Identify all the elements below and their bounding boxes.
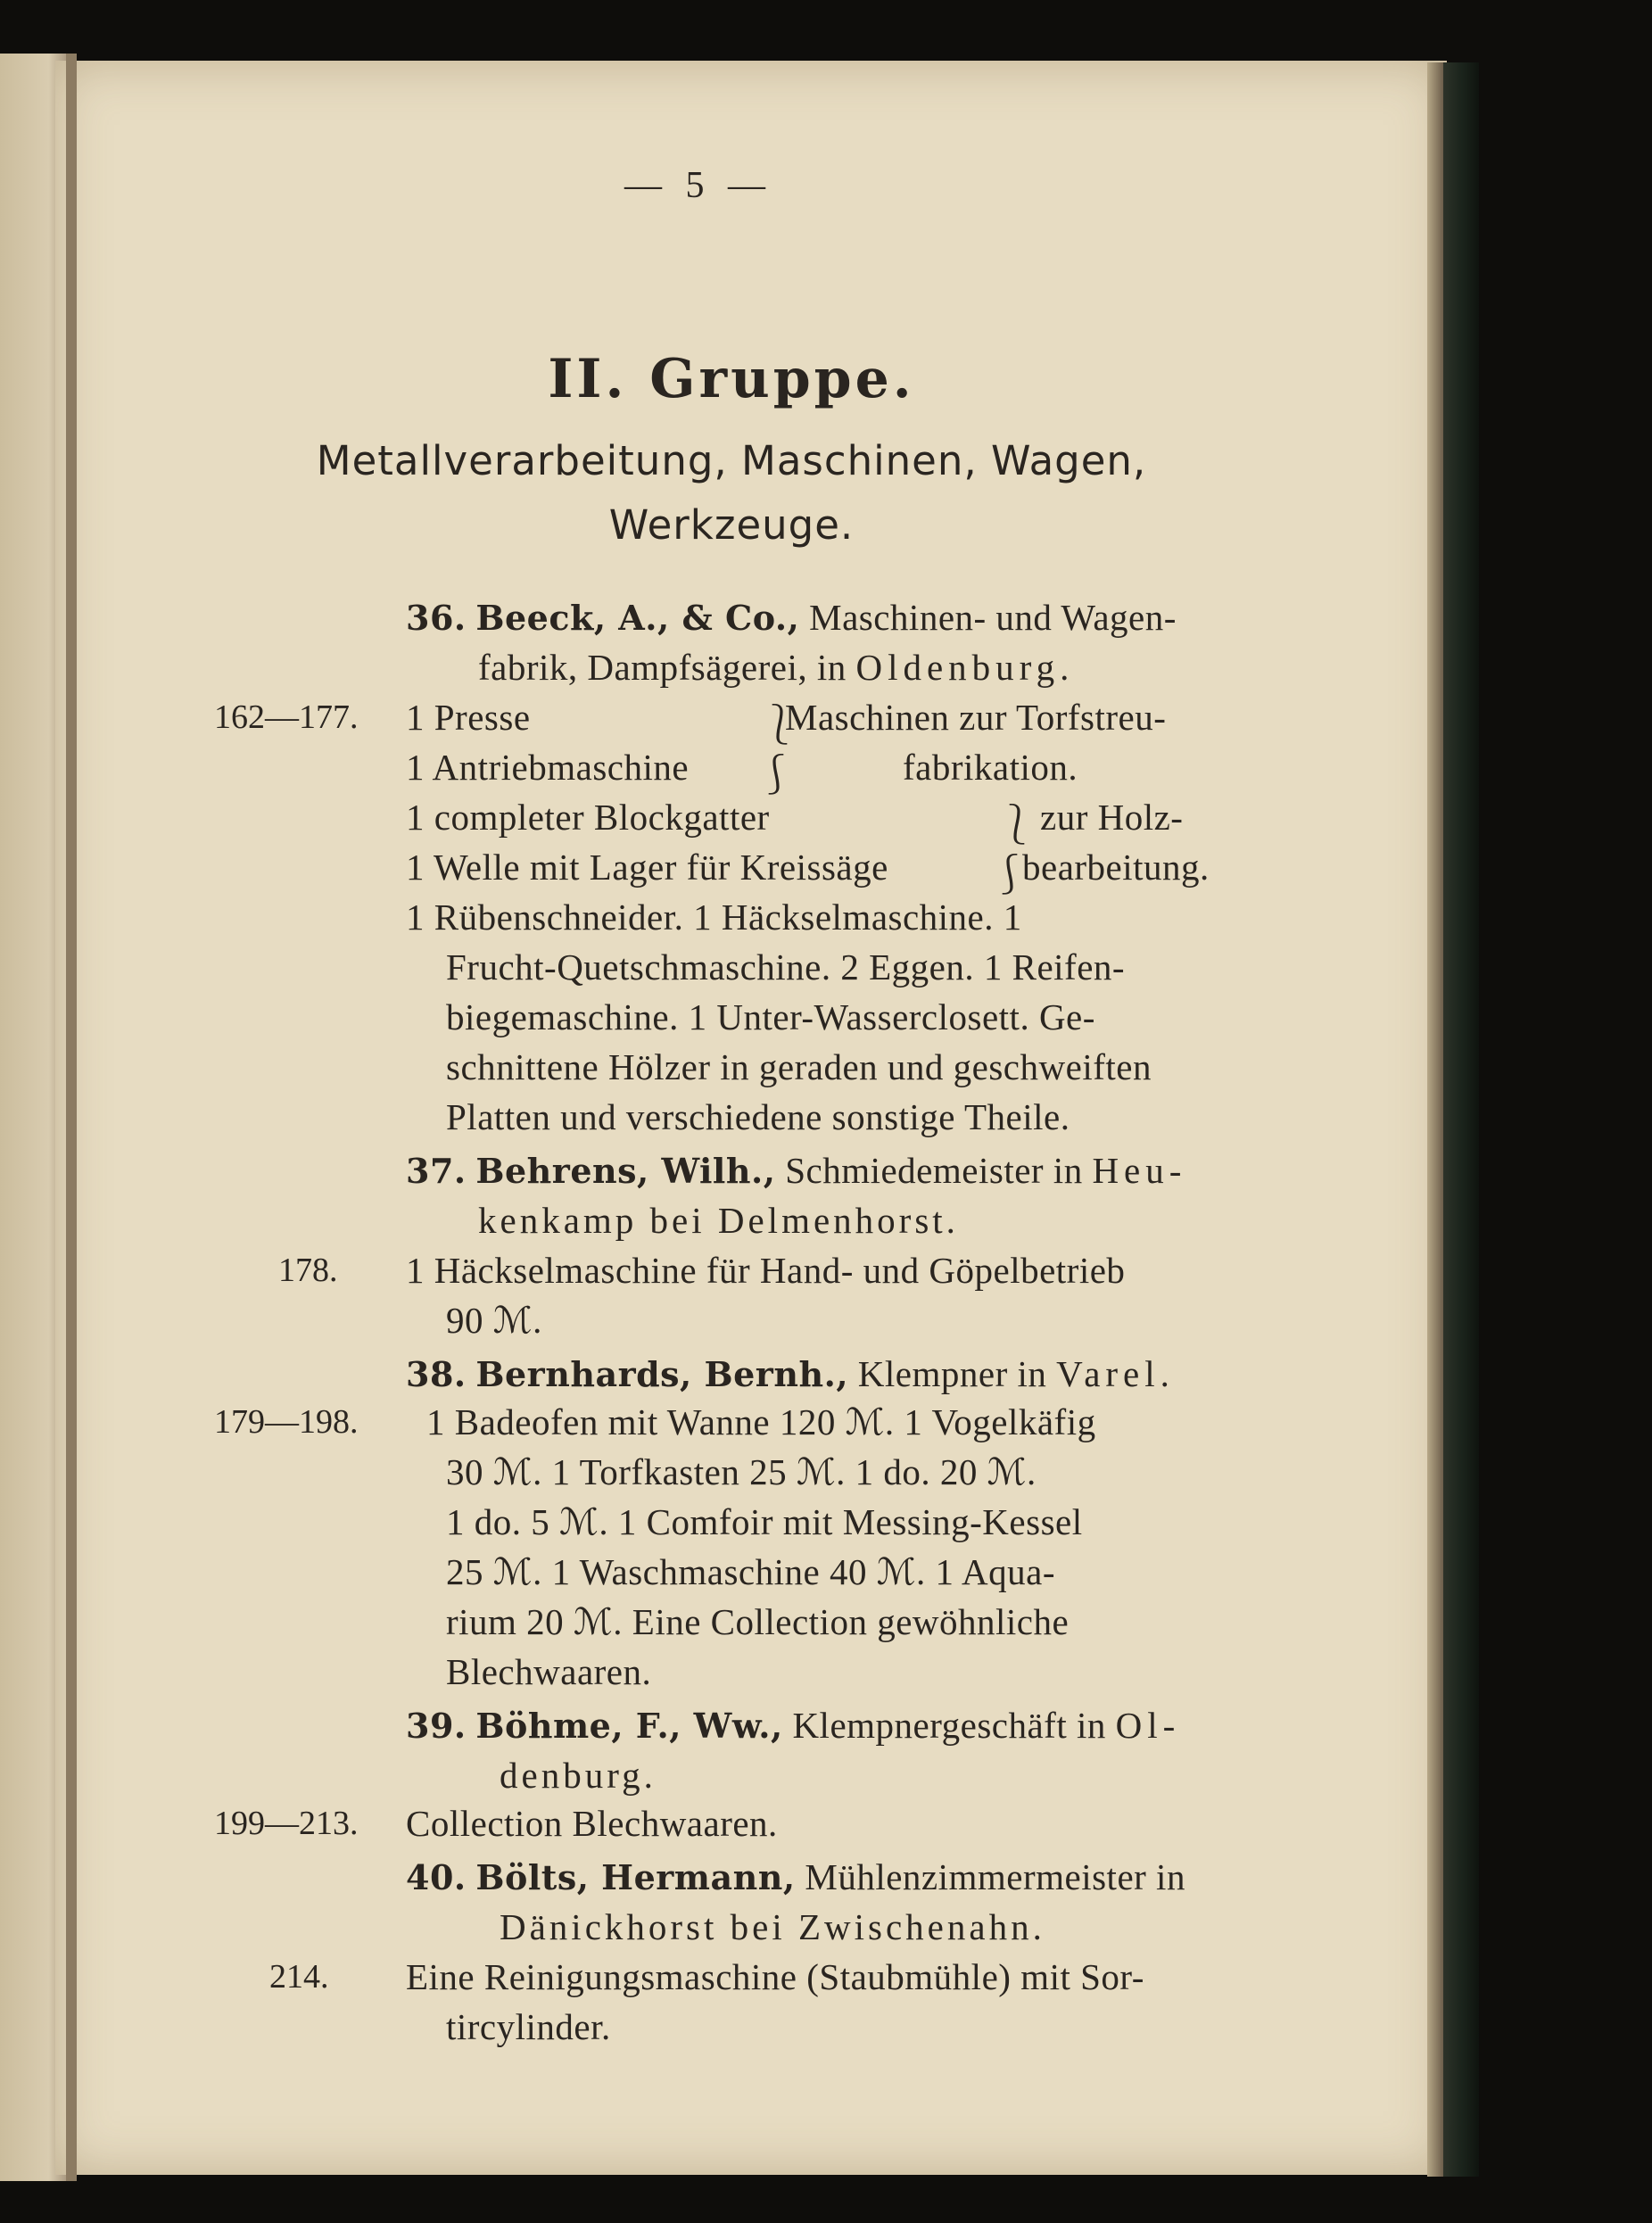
exhibitor-place: Dänickhorst bei Zwischenahn.	[500, 1906, 1045, 1947]
item-line: Eine Reinigungsmaschine (Staubmühle) mit Sor-	[406, 1956, 1144, 1997]
entry-36-header	[406, 596, 1177, 639]
catalogue-range: 199—213.	[214, 1805, 359, 1842]
exhibitor-place: Oldenburg.	[855, 647, 1075, 688]
exhibitor-name: Beeck, A., & Co.,	[475, 598, 800, 638]
entry-40-header	[406, 1855, 1185, 1898]
item-line: Maschinen zur Torfstreu-	[785, 697, 1167, 738]
item-line: 30 ℳ. 1 Torfkasten 25 ℳ. 1 do. 20 ℳ.	[446, 1451, 1037, 1492]
group-subtitle-line-2: Werkzeuge.	[608, 501, 855, 549]
exhibitor-description: Klempner in	[857, 1353, 1057, 1394]
brace-close: ⎰	[756, 753, 796, 797]
page-number: — 5 —	[624, 165, 772, 206]
entry-number: 37.	[406, 1151, 467, 1191]
exhibitor-description: Schmiedemeister in	[785, 1150, 1093, 1191]
brace-open: ⎱	[760, 703, 799, 747]
item-line: 25 ℳ. 1 Waschmaschine 40 ℳ. 1 Aqua-	[446, 1551, 1055, 1592]
exhibitor-name: Bölts, Hermann,	[475, 1857, 796, 1897]
exhibitor-description: Klempnergeschäft in	[792, 1705, 1116, 1746]
exhibitor-place: Heu-	[1092, 1150, 1187, 1191]
entry-36-header-cont	[478, 646, 1074, 689]
catalogue-range: 214.	[269, 1958, 329, 1996]
catalogue-range: 179—198.	[214, 1403, 359, 1441]
exhibitor-description: fabrik, Dampfsägerei, in	[478, 647, 856, 688]
exhibitor-description: Maschinen- und Wagen-	[809, 597, 1177, 638]
item-line: 1 Häckselmaschine für Hand- und Göpelbetrieb	[406, 1250, 1126, 1291]
exhibitor-place: denburg.	[500, 1755, 657, 1796]
item-line: 1 Presse	[406, 697, 531, 738]
exhibitor-place: Varel.	[1056, 1353, 1175, 1394]
item-line: Platten und verschiedene sonstige Theile.	[446, 1096, 1070, 1137]
entry-number: 38.	[406, 1354, 467, 1394]
entry-number: 40.	[406, 1857, 467, 1897]
item-line: 1 Antriebmaschine	[406, 747, 690, 788]
item-line: 90 ℳ.	[446, 1300, 542, 1341]
catalogue-range: 178.	[278, 1252, 338, 1289]
exhibitor-description: Mühlenzimmermeister in	[805, 1856, 1185, 1897]
exhibitor-place: kenkamp bei Delmenhorst.	[478, 1200, 959, 1241]
item-line: 1 do. 5 ℳ. 1 Comfoir mit Messing-Kessel	[446, 1501, 1083, 1542]
item-line: rium 20 ℳ. Eine Collection gewöhnliche	[446, 1601, 1070, 1642]
item-line: tircylinder.	[446, 2006, 611, 2047]
entry-number: 39.	[406, 1706, 467, 1746]
item-line: fabrikation.	[903, 747, 1078, 788]
entry-38-header	[406, 1352, 1175, 1395]
entry-number: 36.	[406, 598, 467, 638]
group-heading: II. Gruppe.	[548, 348, 915, 410]
item-line: 1 completer Blockgatter	[406, 797, 770, 838]
brace-open: ⎱	[997, 803, 1037, 847]
catalogue-range: 162—177.	[214, 698, 359, 736]
item-line: Frucht-Quetschmaschine. 2 Eggen. 1 Reifen-	[446, 946, 1126, 988]
item-line: 1 Welle mit Lager für Kreissäge	[406, 847, 888, 888]
item-line: biegemaschine. 1 Unter-Wasserclosett. Ge-	[446, 996, 1095, 1037]
exhibitor-name: Bernhards, Bernh.,	[475, 1354, 849, 1394]
entry-39-header	[406, 1704, 1180, 1747]
item-line: Collection Blechwaaren.	[406, 1803, 778, 1844]
exhibitor-name: Behrens, Wilh.,	[475, 1151, 776, 1191]
item-line: 1 Badeofen mit Wanne 120 ℳ. 1 Vogelkäfig	[426, 1401, 1096, 1442]
item-line: Blechwaaren.	[446, 1651, 652, 1692]
exhibitor-name: Böhme, F., Ww.,	[475, 1706, 783, 1746]
item-line: schnittene Hölzer in geraden und geschweiften	[446, 1046, 1152, 1087]
entry-37-header	[406, 1149, 1186, 1192]
brace-close: ⎰	[990, 853, 1029, 897]
item-line: zur Holz-	[1040, 797, 1184, 838]
group-subtitle-line-1: Metallverarbeitung, Maschinen, Wagen,	[316, 437, 1147, 484]
exhibitor-place: Ol-	[1115, 1705, 1181, 1746]
item-line: bearbeitung.	[1022, 847, 1210, 888]
item-line: 1 Rübenschneider. 1 Häckselmaschine. 1	[406, 897, 1022, 938]
